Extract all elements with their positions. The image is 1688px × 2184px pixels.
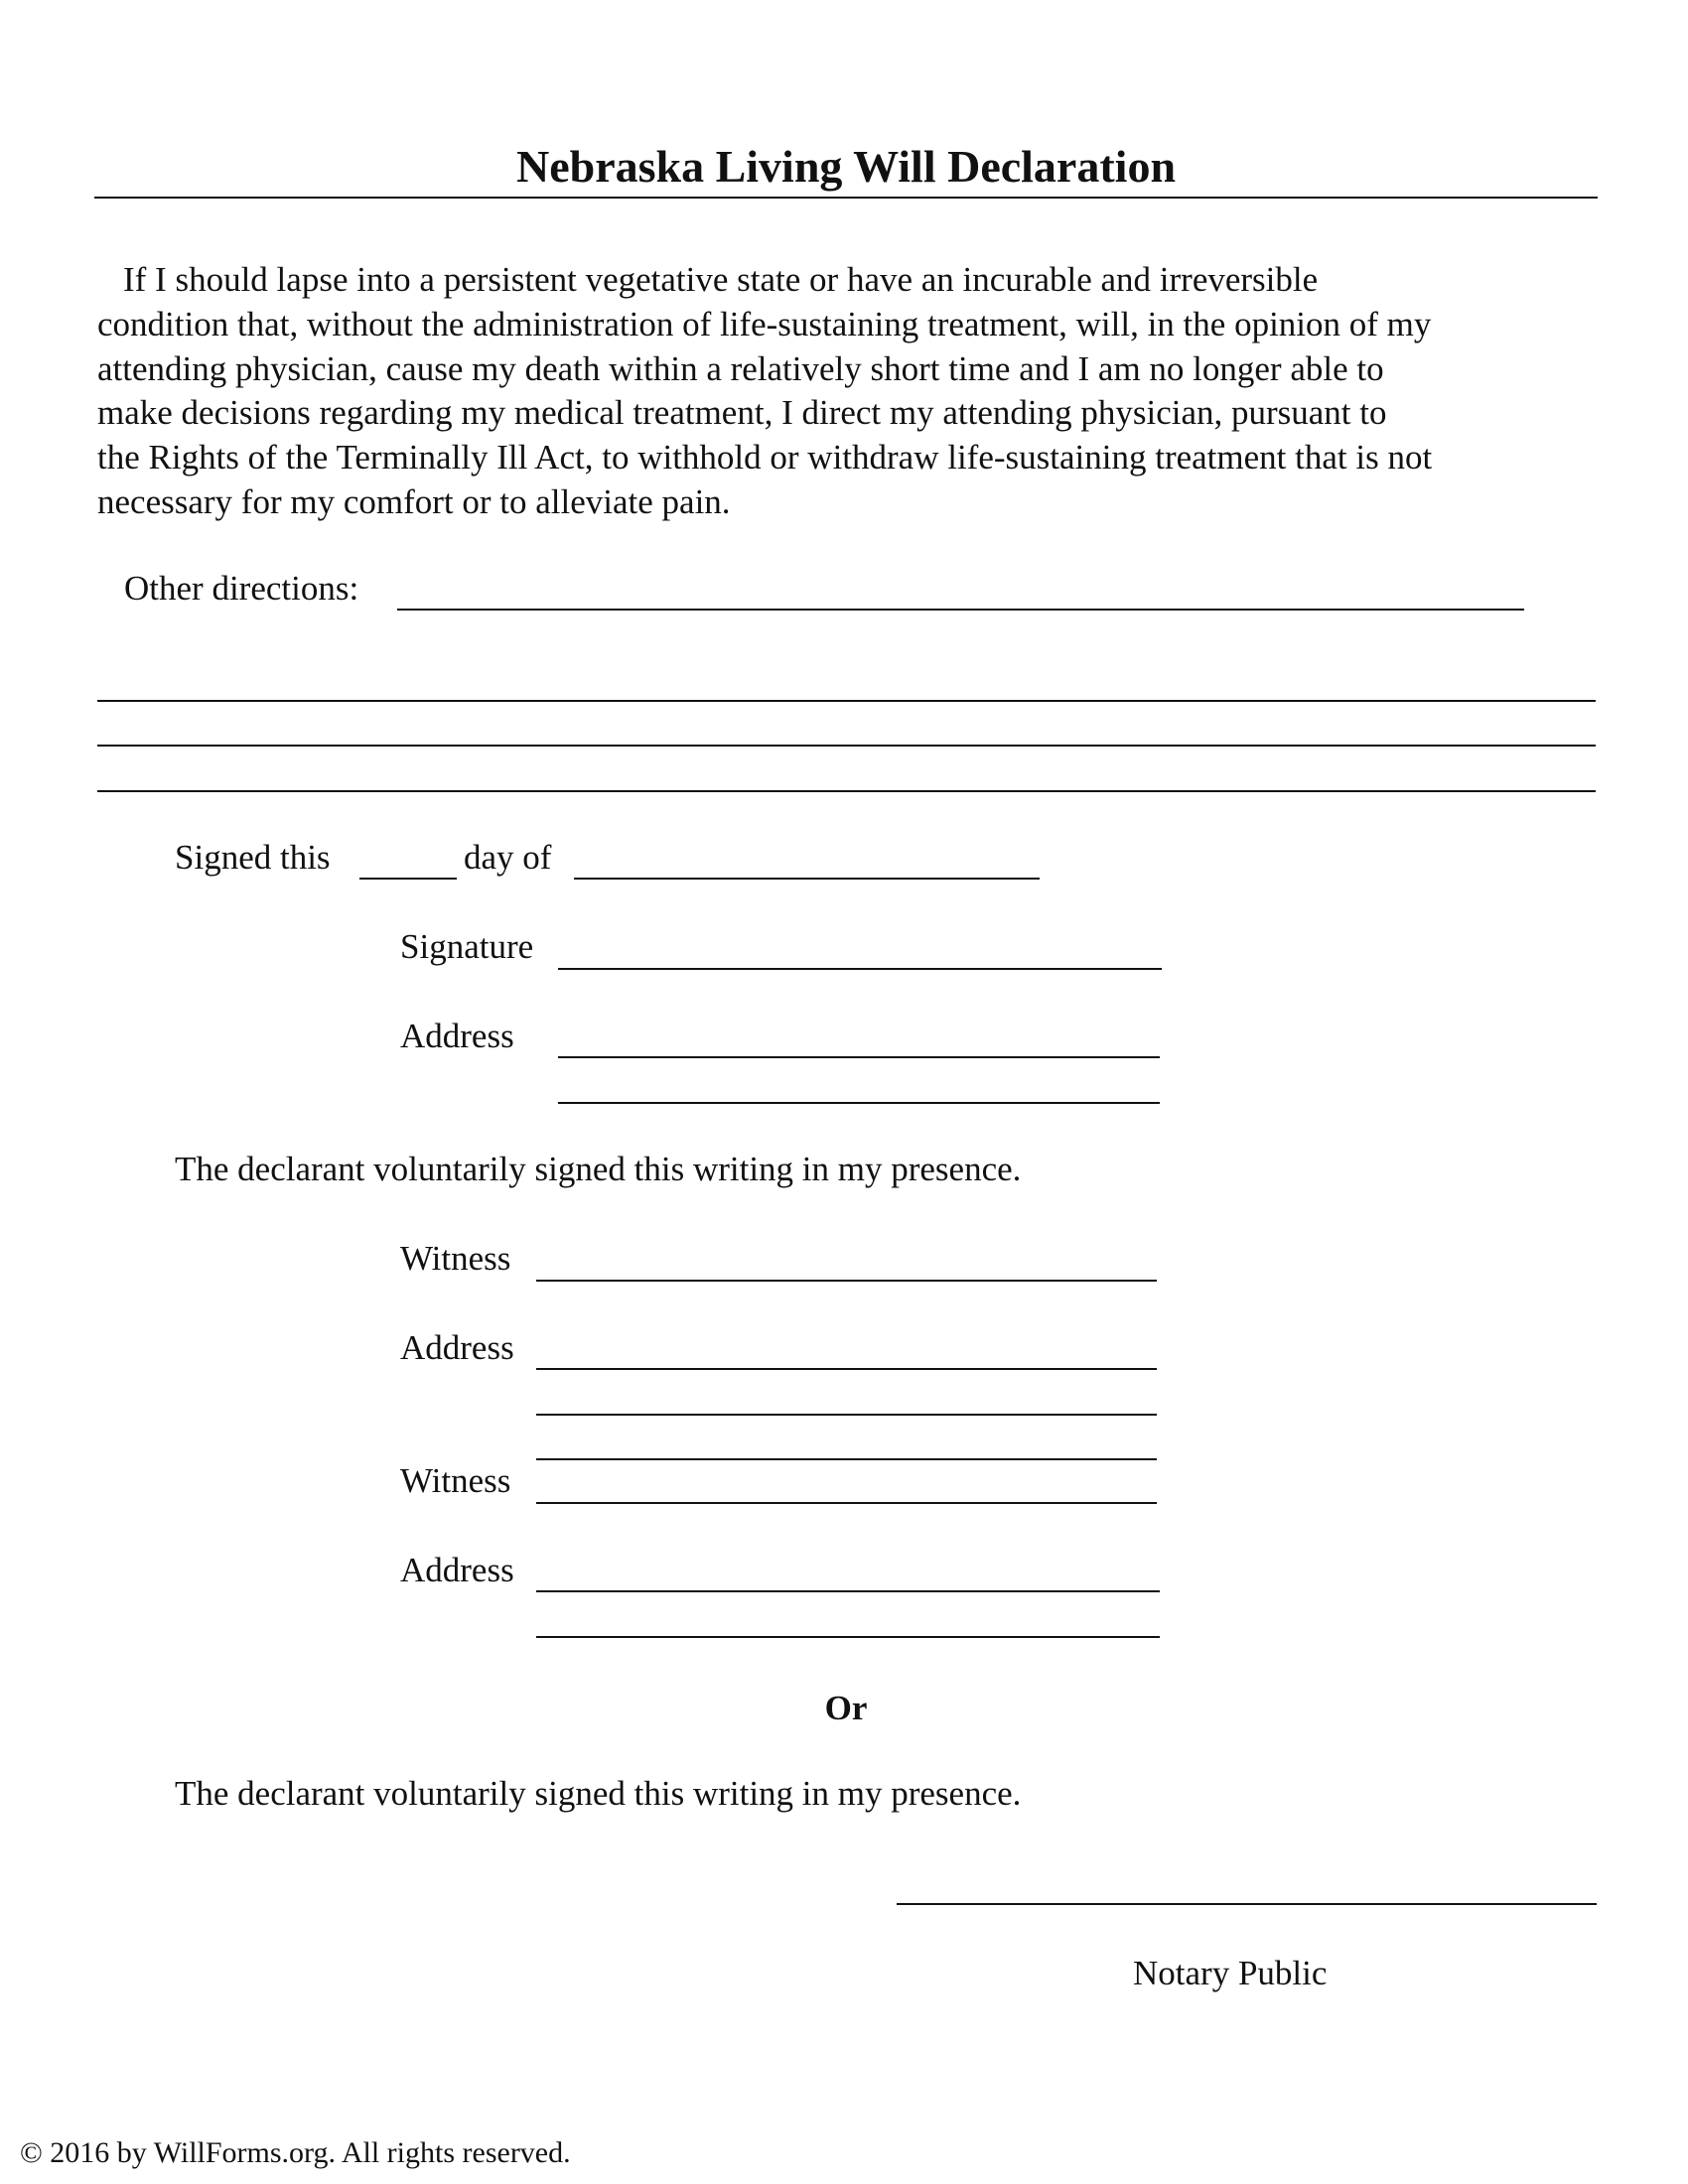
document-title: Nebraska Living Will Declaration	[515, 141, 1177, 192]
notary-public-label: Notary Public	[1133, 1954, 1328, 1992]
signature-line[interactable]	[558, 968, 1162, 970]
witness-2-address-label: Address	[400, 1551, 514, 1589]
signed-day-line[interactable]	[359, 878, 457, 880]
witness-statement: The declarant voluntarily signed this writing in my presence.	[175, 1150, 1022, 1188]
witness-1-address-line-1[interactable]	[536, 1368, 1157, 1370]
day-of-label: day of	[464, 838, 552, 877]
signed-this-label: Signed this	[175, 838, 331, 877]
witness-2-address-line-1[interactable]	[536, 1590, 1160, 1592]
paragraph-line: necessary for my comfort or to alleviate pain.	[97, 481, 731, 521]
copyright-footer: © 2016 by WillForms.org. All rights reserved.	[20, 2136, 571, 2169]
other-directions-line-4[interactable]	[97, 790, 1596, 792]
declarant-address-line-2[interactable]	[558, 1102, 1160, 1104]
witness-1-line[interactable]	[536, 1280, 1157, 1282]
paragraph-line: make decisions regarding my medical treatment, I direct my attending physician, pursuant to	[97, 393, 1387, 433]
declaration-paragraph	[97, 258, 1599, 525]
other-directions-label: Other directions:	[124, 569, 359, 608]
notary-signature-line[interactable]	[897, 1903, 1597, 1905]
signed-month-line[interactable]	[574, 878, 1040, 880]
title-underline	[94, 197, 1598, 199]
notary-statement: The declarant voluntarily signed this writing in my presence.	[175, 1774, 1022, 1813]
witness-1-label: Witness	[400, 1239, 511, 1278]
other-directions-line-2[interactable]	[97, 700, 1596, 702]
witness-2-label: Witness	[400, 1461, 511, 1500]
witness-1-address-label: Address	[400, 1328, 514, 1367]
witness-2-line[interactable]	[536, 1502, 1157, 1504]
signature-label: Signature	[400, 927, 534, 966]
paragraph-line: If I should lapse into a persistent vegetative state or have an incurable and irreversible	[123, 260, 1319, 299]
paragraph-line: condition that, without the administration of life-sustaining treatment, will, in the opinion of my	[97, 304, 1432, 343]
witness-2-address-line-2[interactable]	[536, 1636, 1160, 1638]
paragraph-line: the Rights of the Terminally Ill Act, to withhold or withdraw life-sustaining treatment that is not	[97, 438, 1433, 478]
other-directions-line-3[interactable]	[97, 745, 1596, 747]
or-separator: Or	[824, 1689, 868, 1727]
declarant-address-line-1[interactable]	[558, 1056, 1160, 1058]
other-directions-line[interactable]	[397, 609, 1524, 611]
declarant-address-label: Address	[400, 1017, 514, 1055]
witness-1-address-line-2[interactable]	[536, 1414, 1157, 1416]
paragraph-line: attending physician, cause my death within a relatively short time and I am no longer able to	[97, 348, 1384, 388]
witness-1-address-line-3[interactable]	[536, 1458, 1157, 1460]
